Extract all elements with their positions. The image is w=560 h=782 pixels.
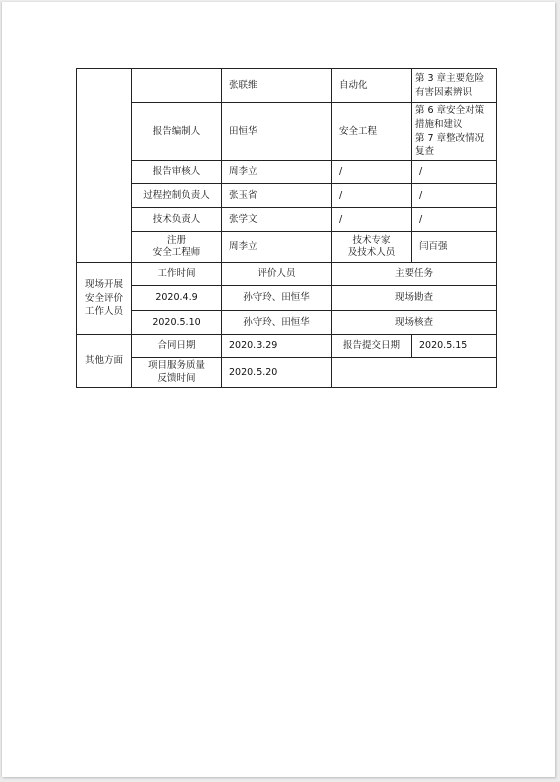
staff-role: 过程控制负责人 — [132, 184, 222, 208]
staff-role: 技术负责人 — [132, 208, 222, 232]
staff-major: / — [332, 208, 412, 232]
field-header-time: 工作时间 — [132, 263, 222, 286]
staff-name: 张联维 — [222, 69, 332, 103]
staff-role — [132, 69, 222, 103]
staff-role: 报告审核人 — [132, 161, 222, 184]
submit-date-label: 报告提交日期 — [332, 335, 412, 358]
submit-date: 2020.5.15 — [412, 335, 497, 358]
staff-major: / — [332, 161, 412, 184]
staff-name: 张学文 — [222, 208, 332, 232]
engineer-label: 注册 安全工程师 — [132, 232, 222, 263]
field-row — [77, 311, 497, 335]
feedback-blank — [332, 358, 497, 388]
feedback-date: 2020.5.20 — [222, 358, 332, 388]
document-page — [2, 2, 555, 777]
staff-row — [77, 103, 497, 161]
engineer-row — [77, 232, 497, 263]
staff-name: 田恒华 — [222, 103, 332, 161]
feedback-row — [77, 358, 497, 388]
contract-date: 2020.3.29 — [222, 335, 332, 358]
field-people: 孙守玲、田恒华 — [222, 286, 332, 311]
field-task: 现场核查 — [332, 311, 497, 335]
field-header-row — [77, 263, 497, 286]
section-label-blank — [77, 69, 132, 263]
staff-name: 张玉省 — [222, 184, 332, 208]
engineer-name: 周李立 — [222, 232, 332, 263]
field-header-people: 评价人员 — [222, 263, 332, 286]
staff-major: 安全工程 — [332, 103, 412, 161]
staff-row — [77, 208, 497, 232]
contract-date-label: 合同日期 — [132, 335, 222, 358]
staff-task: / — [412, 161, 497, 184]
staff-task: / — [412, 208, 497, 232]
field-section-label: 现场开展 安全评价 工作人员 — [77, 263, 132, 335]
expert-label: 技术专家 及技术人员 — [332, 232, 412, 263]
staff-role: 报告编制人 — [132, 103, 222, 161]
staff-row — [77, 161, 497, 184]
staff-task: 第 6 章安全对策措施和建议 第 7 章整改情况复查 — [412, 103, 497, 161]
staff-major: 自动化 — [332, 69, 412, 103]
other-section-label: 其他方面 — [77, 335, 132, 388]
field-task: 现场勘查 — [332, 286, 497, 311]
field-header-task: 主要任务 — [332, 263, 497, 286]
expert-name: 闫百强 — [412, 232, 497, 263]
staff-name: 周李立 — [222, 161, 332, 184]
staff-task: 第 3 章主要危险有害因素辨识 — [412, 69, 497, 103]
field-people: 孙守玲、田恒华 — [222, 311, 332, 335]
feedback-time-label: 项目服务质量 反馈时间 — [132, 358, 222, 388]
field-time: 2020.5.10 — [132, 311, 222, 335]
staff-row — [77, 184, 497, 208]
staff-row — [77, 69, 497, 103]
staff-task: / — [412, 184, 497, 208]
project-personnel-table — [76, 68, 497, 388]
field-row — [77, 286, 497, 311]
contract-row — [77, 335, 497, 358]
field-time: 2020.4.9 — [132, 286, 222, 311]
staff-major: / — [332, 184, 412, 208]
